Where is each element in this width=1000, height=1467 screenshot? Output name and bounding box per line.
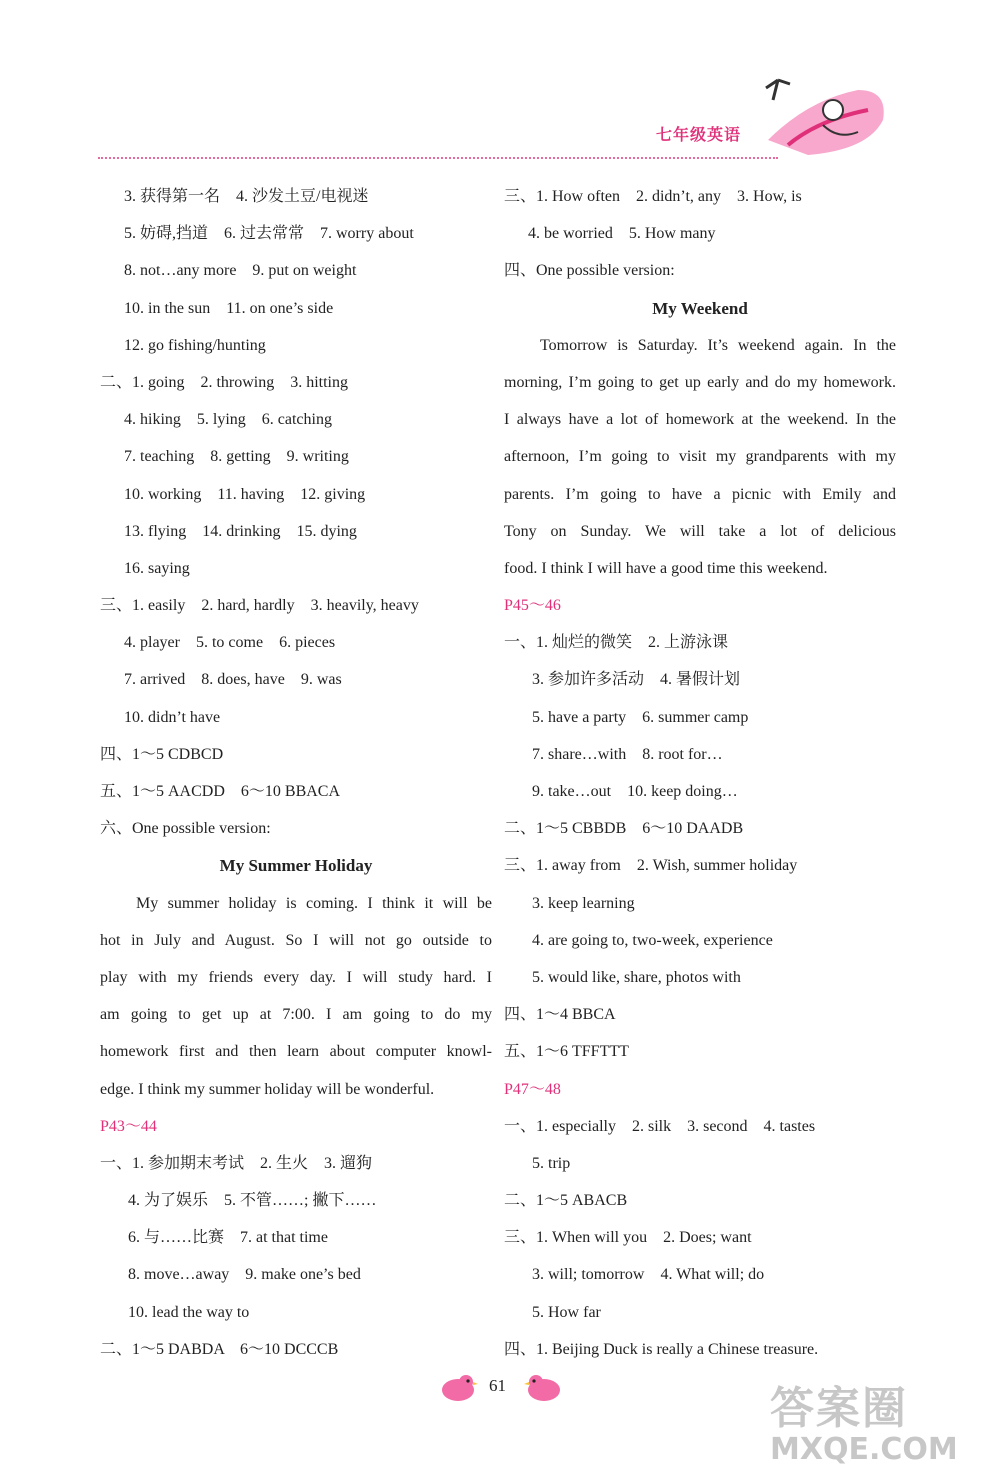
essay-line: morning, I’m going to get up early and do my homework. xyxy=(504,373,896,391)
section-line: 三、1. away from 2. Wish, summer holiday xyxy=(504,857,798,875)
watermark xyxy=(770,1372,958,1467)
section-line: 四、1. Beijing Duck is really a Chinese treasure. xyxy=(504,1340,819,1358)
bird-icon xyxy=(524,1372,564,1409)
answer-line: 3. keep learning xyxy=(532,894,635,912)
essay-line: am going to get up at 7:00. I am going to do my xyxy=(100,1006,492,1024)
header-title: 七年级英语 xyxy=(656,125,742,144)
answer-line: 10. didn’t have xyxy=(124,708,221,726)
page-range-heading: P45～46 xyxy=(504,597,561,615)
essay-title: My Weekend xyxy=(652,298,748,318)
answer-line: 10. in the sun 11. on one’s side xyxy=(124,299,334,317)
section-line: 六、One possible version: xyxy=(100,820,271,838)
essay-line: afternoon, I’m going to visit my grandparents with my xyxy=(504,448,896,466)
answer-line: 7. arrived 8. does, have 9. was xyxy=(124,671,342,689)
essay-line: homework first and then learn about computer knowl- xyxy=(100,1043,492,1061)
section-line: 四、One possible version: xyxy=(504,262,675,280)
section-line: 三、1. easily 2. hard, hardly 3. heavily, heavy xyxy=(100,597,419,615)
essay-line: parents. I’m going to have a picnic with Emily and xyxy=(504,485,896,503)
essay-line: Tomorrow is Saturday. It’s weekend again. In the xyxy=(540,336,896,354)
answer-line: 3. 参加许多活动 4. 暑假计划 xyxy=(532,671,741,689)
essay-line: play with my friends every day. I will study hard. I xyxy=(100,968,492,986)
answer-line: 8. not…any more 9. put on weight xyxy=(124,262,357,280)
watermark-logo-text: 答案圈 xyxy=(770,1383,908,1434)
header-divider xyxy=(98,157,778,159)
answer-line: 10. lead the way to xyxy=(128,1303,250,1321)
section-line: 四、1～4 BBCA xyxy=(504,1006,616,1024)
page-range-heading: P43～44 xyxy=(100,1117,157,1135)
answer-line: 4. hiking 5. lying 6. catching xyxy=(124,411,332,429)
section-line: 二、1～5 ABACB xyxy=(504,1192,628,1210)
answer-line: 12. go fishing/hunting xyxy=(124,336,266,354)
essay-line: My summer holiday is coming. I think it will be xyxy=(136,894,492,912)
answer-line: 6. 与……比赛 7. at that time xyxy=(128,1229,328,1247)
essay-line: food. I think I will have a good time this weekend. xyxy=(504,559,828,577)
section-line: 五、1～5 AACDD 6～10 BBACA xyxy=(100,783,341,800)
essay-title: My Summer Holiday xyxy=(219,856,373,876)
answer-line: 3. will; tomorrow 4. What will; do xyxy=(532,1266,765,1284)
section-line: 二、1～5 CBBDB 6～10 DAADB xyxy=(504,820,744,838)
answer-line: 10. working 11. having 12. giving xyxy=(124,485,366,503)
watermark-url: MXQE.COM xyxy=(770,1432,958,1467)
answer-line: 5. How far xyxy=(532,1303,601,1321)
answer-line: 7. share…with 8. root for… xyxy=(532,745,723,763)
answer-line: 5. have a party 6. summer camp xyxy=(532,708,749,726)
answer-line: 3. 获得第一名 4. 沙发土豆/电视迷 xyxy=(124,188,369,205)
section-line: 五、1～6 TFFTTT xyxy=(504,1043,629,1061)
answer-line: 4. 为了娱乐 5. 不管……; 撇下…… xyxy=(128,1192,377,1210)
right-column xyxy=(504,182,896,1372)
surfer-logo xyxy=(748,70,898,160)
section-line: 一、1. 参加期末考试 2. 生火 3. 遛狗 xyxy=(100,1154,373,1172)
section-line: 四、1～5 CDBCD xyxy=(100,745,224,763)
page-range-heading: P47～48 xyxy=(504,1080,561,1098)
answer-line: 4. are going to, two-week, experience xyxy=(532,931,773,949)
answer-line: 5. would like, share, photos with xyxy=(532,968,741,986)
essay-line: I always have a lot of homework at the weekend. In the xyxy=(504,411,896,429)
answer-line: 5. 妨碍,挡道 6. 过去常常 7. worry about xyxy=(124,225,414,243)
answer-line: 13. flying 14. drinking 15. dying xyxy=(124,522,357,540)
page-number: 61 xyxy=(489,1376,506,1395)
bird-icon xyxy=(438,1372,478,1409)
left-column xyxy=(100,182,492,1372)
answer-line: 8. move…away 9. make one’s bed xyxy=(128,1266,361,1284)
section-line: 二、1～5 DABDA 6～10 DCCCB xyxy=(100,1340,339,1358)
section-line: 三、1. When will you 2. Does; want xyxy=(504,1229,752,1247)
section-line: 一、1. especially 2. silk 3. second 4. tastes xyxy=(504,1117,816,1135)
answer-line: 5. trip xyxy=(532,1154,571,1172)
answer-line: 9. take…out 10. keep doing… xyxy=(532,783,738,800)
answer-line: 4. be worried 5. How many xyxy=(528,225,716,243)
essay-line: Tony on Sunday. We will take a lot of delicious xyxy=(504,522,896,540)
answer-line: 4. player 5. to come 6. pieces xyxy=(124,634,336,652)
section-line: 一、1. 灿烂的微笑 2. 上游泳课 xyxy=(504,634,729,652)
section-line: 三、1. How often 2. didn’t, any 3. How, is xyxy=(504,188,802,205)
section-line: 二、1. going 2. throwing 3. hitting xyxy=(100,373,349,391)
essay-line: edge. I think my summer holiday will be wonderful. xyxy=(100,1080,435,1098)
essay-line: hot in July and August. So I will not go outside to xyxy=(100,931,492,949)
answer-line: 16. saying xyxy=(124,559,190,577)
answer-line: 7. teaching 8. getting 9. writing xyxy=(124,448,349,466)
